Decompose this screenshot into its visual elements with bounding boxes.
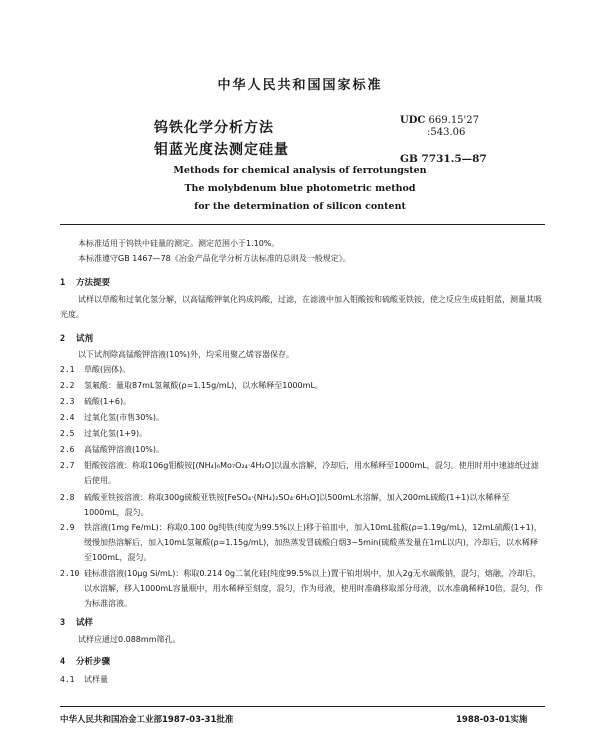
gb-number: GB 7731.5—87 [400,153,487,165]
section-1-title: 方法提要 [76,278,111,288]
title-en-line2: The molybdenum blue photometric method [184,183,416,194]
reagent-text: 铁溶液(1mg Fe/mL)：称取0.100 0g纯铁(纯度为99.5%以上)移于铂皿中，加入10mL盐酸(ρ=1.19g/mL)，12mL硫酸(1+1)，缓慢加热溶解后，加入10mL氢氟酸(ρ=1.15g/mL)，加热蒸发冒硫酸白烟3~5min(硫酸蒸发量在1mL以内)，冷却后，以水稀释至100mL，混匀。 [84,523,542,562]
reagent-number: 2.1 [60,365,75,374]
reagent-number: 2.5 [60,429,75,438]
udc-classification [400,115,479,127]
reagent-text: 硫酸(1+6)。 [84,397,132,406]
section-2-body: 以下试剂除高锰酸钾溶液(10%)外，均采用聚乙烯容器保存。 [78,350,295,359]
section-4-number: 4 [60,657,66,667]
reagent-number: 2.6 [60,445,75,454]
footer-effective-date: 1988-03-01实施 [456,715,528,725]
reagent-text: 硅标准溶液(10μg Si/mL)：称取0.214 0g二氧化硅(纯度99.5%以上)置于铂坩埚中，加入2g无水碳酸钠，混匀，熔融，冷却后，以水溶解，移入1000mL容量瓶中，用水稀释至刻度，混匀，作为母液，使用时准确移取部分母液，以水准确稀释10倍，混匀，作为标准溶液。 [84,569,543,608]
section-3-number: 3 [60,618,66,628]
reagent-number: 2.9 [60,523,75,532]
reagent-text: 钼酸铵溶液：称取106g钼酸铵[(NH₄)₆Mo₇O₂₄·4H₂O]以温水溶解，冷却后，用水稀释至1000mL，混匀。使用时用中速滤纸过滤后使用。 [84,461,539,485]
section-1-number: 1 [60,278,66,288]
title-en-line1: Methods for chemical analysis of ferrotungsten [173,165,427,176]
reagent-number: 2.8 [60,493,75,502]
reagent-text: 硫酸亚铁铵溶液：称取300g硫酸亚铁铵[FeSO₄·(NH₄)₂SO₄·6H₂O]以500mL水溶解，加入200mL硫酸(1+1)以水稀释至1000mL，混匀。 [84,493,510,517]
reagent-text: 草酸(固体)。 [84,365,131,374]
intro-compliance: 本标准遵守GB 1467—78《冶金产品化学分析方法标准的总则及一般规定》。 [78,254,351,263]
title-en-line3: for the determination of silicon content [194,201,406,212]
udc-code-1: 669.15'27 [428,115,480,126]
reagent-text: 过氧化氢(1+9)。 [84,429,148,438]
reagent-number: 2.4 [60,413,75,422]
title-zh-line1: 钨铁化学分析方法 [154,120,274,136]
section-1-body: 试样以草酸和过氧化氢分解，以高锰酸钾氧化钨成钨酸，过滤，在滤液中加入钼酸铵和硫酸亚铁铵，使之反应生成硅钼蓝，测量其吸光度。 [60,295,542,319]
footer-issuer: 中华人民共和国冶金工业部1987-03-31批准 [60,715,234,725]
udc-label: UDC [400,115,426,126]
title-zh-line2: 钼蓝光度法测定硅量 [154,142,289,158]
reagent-text: 过氧化氢(市售30%)。 [84,413,165,422]
section-3-title: 试样 [76,618,94,628]
reagent-number: 2.2 [60,381,75,390]
section-4-title: 分析步骤 [76,657,111,667]
section-2-number: 2 [60,334,66,344]
section-2-title: 试剂 [76,334,94,344]
section-4-1-title: 试样量 [84,675,108,684]
reagent-text: 氢氟酸：量取87mL氢氟酸(ρ=1.15g/mL)，以水稀释至1000mL。 [84,381,323,390]
standard-header: 中华人民共和国国家标准 [217,78,383,93]
reagent-number: 2.3 [60,397,75,406]
reagent-number: 2.10 [60,569,80,578]
section-4-1-number: 4.1 [60,675,75,684]
header-rule [60,224,545,225]
udc-code-2: :543.06 [427,127,466,138]
reagent-number: 2.7 [60,461,75,470]
intro-scope: 本标准适用于钨铁中硅量的测定。测定范围小于1.10%。 [78,239,280,248]
footer-rule [60,706,545,707]
reagent-text: 高锰酸钾溶液(10%)。 [84,445,165,454]
section-3-body: 试样应通过0.088mm筛孔。 [78,635,181,644]
